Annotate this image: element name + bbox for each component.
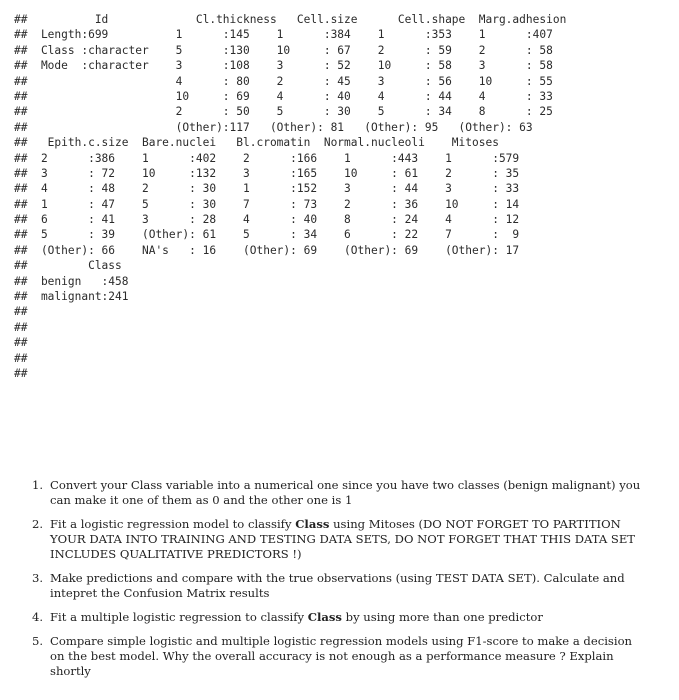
console-line: ## 2 :386 1 :402 2 :166 1 :443 1 :579 <box>14 151 520 165</box>
console-line: ## Epith.c.size Bare.nuclei Bl.cromatin Normal.nucleoli Mitoses <box>14 136 499 150</box>
console-line: ## <box>14 366 28 380</box>
console-line: ## (Other):117 (Other): 81 (Other): 95 (Other): 63 <box>14 120 533 134</box>
question-number: 2. <box>32 516 44 531</box>
console-line: ## Class <box>14 259 122 273</box>
console-line: ## 4 : 48 2 : 30 1 :152 3 : 44 3 : 33 <box>14 182 520 196</box>
console-line: ## <box>14 320 28 334</box>
question-keyword: Class <box>307 609 342 624</box>
question-number: 5. <box>32 633 44 648</box>
console-line: ## <box>14 336 28 350</box>
console-line: ## Length:699 1 :145 1 :384 1 :353 1 :407 <box>14 28 553 42</box>
question-item <box>32 571 650 601</box>
question-number: 4. <box>32 609 44 624</box>
r-summary-output <box>14 12 566 381</box>
console-line: ## Class :character 5 :130 10 : 67 2 : 59 2 : 58 <box>14 43 553 57</box>
question-text: Fit a logistic regression model to classify <box>50 516 296 531</box>
question-number: 3. <box>32 571 44 586</box>
console-line: ## <box>14 351 28 365</box>
question-item <box>32 610 650 625</box>
question-item <box>32 634 650 680</box>
console-line: ## Mode :character 3 :108 3 : 52 10 : 58 3 : 58 <box>14 59 553 73</box>
question-item <box>32 478 650 508</box>
console-line: ## 4 : 80 2 : 45 3 : 56 10 : 55 <box>14 74 553 88</box>
question-text: Fit a multiple logistic regression to classify <box>50 609 308 624</box>
console-line: ## (Other): 66 NA's : 16 (Other): 69 (Other): 69 (Other): 17 <box>14 243 520 257</box>
console-line: ## 2 : 50 5 : 30 5 : 34 8 : 25 <box>14 105 553 119</box>
console-line: ## 3 : 72 10 :132 3 :165 10 : 61 2 : 35 <box>14 166 520 180</box>
console-line: ## 10 : 69 4 : 40 4 : 44 4 : 33 <box>14 89 553 103</box>
console-line: ## 6 : 41 3 : 28 4 : 40 8 : 24 4 : 12 <box>14 213 520 227</box>
question-text: by using more than one predictor <box>341 609 543 624</box>
question-item <box>32 517 650 563</box>
console-line: ## benign :458 <box>14 274 129 288</box>
console-line: ## Id Cl.thickness Cell.size Cell.shape Marg.adhesion <box>14 13 567 26</box>
question-text: Make predictions and compare with the true observations (using TEST DATA SET). Calculate and intepret the Confusion Matrix results <box>50 571 625 601</box>
question-text: Compare simple logistic and multiple logistic regression models using F1-score to make a decision on the best model. Why the overall accuracy is not enough as a performance measure ? Explain shortly <box>50 633 633 679</box>
question-number: 1. <box>32 478 44 492</box>
assignment-questions <box>32 478 650 688</box>
console-line: ## malignant:241 <box>14 290 129 304</box>
question-text: Convert your Class variable into a numerical one since you have two classes (benign malignant) you can make it one of them as 0 and the other one is 1 <box>50 478 641 508</box>
question-keyword: Class <box>295 516 330 531</box>
console-line: ## <box>14 305 28 319</box>
console-line: ## 1 : 47 5 : 30 7 : 73 2 : 36 10 : 14 <box>14 197 520 211</box>
question-text: using Mitoses (DO NOT FORGET TO PARTITION YOUR DATA INTO TRAINING AND TESTING DATA SETS, DO NOT FORGET THAT THIS DATA SET INCLUDES QUALITATIVE PREDICTORS !) <box>50 516 636 562</box>
console-line: ## 5 : 39 (Other): 61 5 : 34 6 : 22 7 : 9 <box>14 228 520 242</box>
